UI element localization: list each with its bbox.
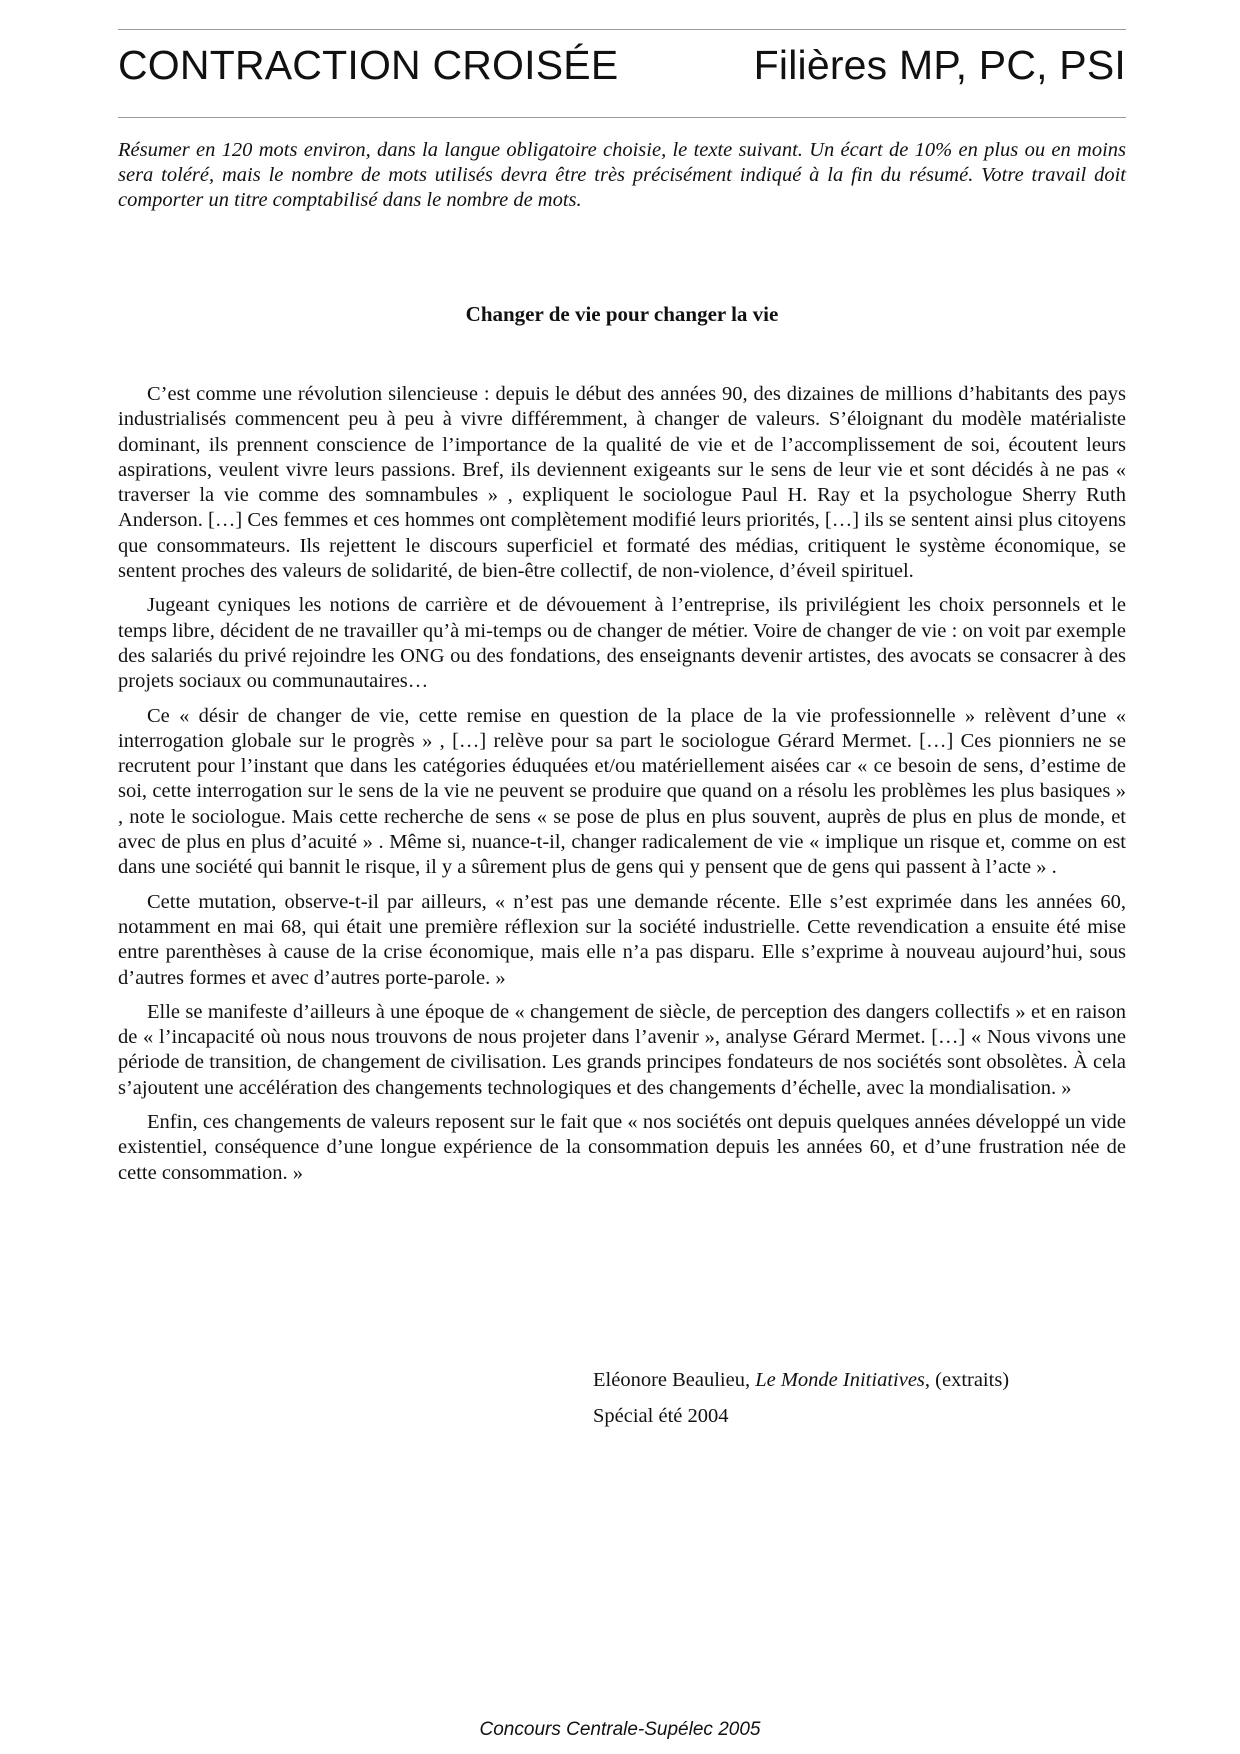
page-footer: Concours Centrale-Supélec 2005	[479, 1719, 761, 1740]
source-issue: Spécial été 2004	[593, 1405, 729, 1427]
instructions: Résumer en 120 mots environ, dans la langue obligatoire choisie, le texte suivant. Un écart de 10% en plus ou en moins sera toléré, mais le nombre de mots utilisés devra être très précisément indiqué à la fin du résumé. Votre travail doit comporter un titre comptabilisé dans le nombre de mots.	[118, 139, 1126, 211]
source-line	[593, 1362, 1009, 1398]
paragraph-4: Cette mutation, observe-t-il par ailleurs, « n’est pas une demande récente. Elle s’est exprimée dans les années 60, notamment en mai 68, qui était une première réflexion sur la société industrielle. Cette revendication a ensuite été mise entre parenthèses à cause de la crise économique, mais elle n’a pas disparu. Elle s’exprime à nouveau aujourd’hui, sous d’autres formes et avec d’autres porte-parole. »	[118, 890, 1126, 989]
paragraph-3: Ce « désir de changer de vie, cette remise en question de la place de la vie professionnelle » relèvent d’une « interrogation globale sur le progrès » , […] relève pour sa part le sociologue Gérard Mermet. […] Ces pionniers ne se recrutent pour l’instant que dans les catégories éduquées et/ou matériellement aisées car « ce besoin de sens, d’estime de soi, cette interrogation sur le sens de la vie ne peuvent se produire que quand on a résolu les problèmes les plus basiques » , note le sociologue. Mais cette recherche de sens « se pose de plus en plus souvent, auprès de plus en plus de monde, et avec de plus en plus d’acuité » . Même si, nuance-t-il, changer radicalement de vie « implique un risque et, comme on est dans une société qui bannit le risque, il y a sûrement plus de gens qui y pensent que de gens qui passent à l’acte » .	[118, 704, 1126, 879]
page-title: CONTRACTION CROISÉE	[118, 42, 619, 88]
paragraph-2: Jugeant cyniques les notions de carrière et de dévouement à l’entreprise, ils privilégient les choix personnels et le temps libre, décident de ne travailler qu’à mi-temps ou de changer de métier. Voire de changer de vie : on voit par exemple des salariés du privé rejoindre les ONG ou des fondations, des enseignants devenir artistes, des avocats se consacrer à des projets sociaux ou communautaires…	[118, 594, 1126, 693]
streams-label: Filières MP, PC, PSI	[753, 42, 1126, 88]
source-author: Eléonore Beaulieu,	[593, 1369, 756, 1391]
source-publication: Le Monde Initiatives	[755, 1369, 925, 1391]
article-body	[118, 382, 1126, 1195]
paragraph-1: C’est comme une révolution silencieuse : depuis le début des années 90, des dizaines de millions d’habitants des pays industrialisés commencent peu à peu à vivre différemment, à changer de valeurs. S’éloignant du modèle matérialiste dominant, ils prennent conscience de l’importance de la qualité de vie et de l’accomplissement de soi, écoutent leurs aspirations, veulent vivre leurs passions. Bref, ils deviennent exigeants sur le sens de leur vie et sont décidés à ne pas « traverser la vie comme des somnambules » , expliquent le sociologue Paul H. Ray et la psychologue Sherry Ruth Anderson. […] Ces femmes et ces hommes ont complètement modifié leurs priorités, […] ils se sentent ainsi plus citoyens que consommateurs. Ils rejettent le discours superficiel et formaté des médias, critiquent le système économique, se sentent proches des valeurs de solidarité, de bien-être collectif, de non-violence, d’éveil spirituel.	[118, 383, 1126, 583]
source-note: , (extraits)	[924, 1369, 1010, 1391]
source-citation	[593, 1362, 1009, 1434]
paragraph-5: Elle se manifeste d’ailleurs à une époque de « changement de siècle, de perception des dangers collectifs » et en raison de « l’incapacité où nous nous trouvons de nous projeter dans l’avenir », analyse Gérard Mermet. […] « Nous vivons une période de transition, de changement de civilisation. Les grands principes fondateurs de nos sociétés sont obsolètes. À cela s’ajoutent une accélération des changements technologiques et des changements d’échelle, avec la mondialisation. »	[118, 1000, 1126, 1099]
header-bottom-rule	[118, 117, 1126, 118]
header-top-rule	[118, 29, 1126, 30]
paragraph-6: Enfin, ces changements de valeurs reposent sur le fait que « nos sociétés ont depuis quelques années développé un vide existentiel, conséquence d’une longue expérience de la consommation depuis les années 60, et d’une frustration née de cette consommation. »	[118, 1111, 1126, 1184]
article-title: Changer de vie pour changer la vie	[465, 302, 779, 326]
